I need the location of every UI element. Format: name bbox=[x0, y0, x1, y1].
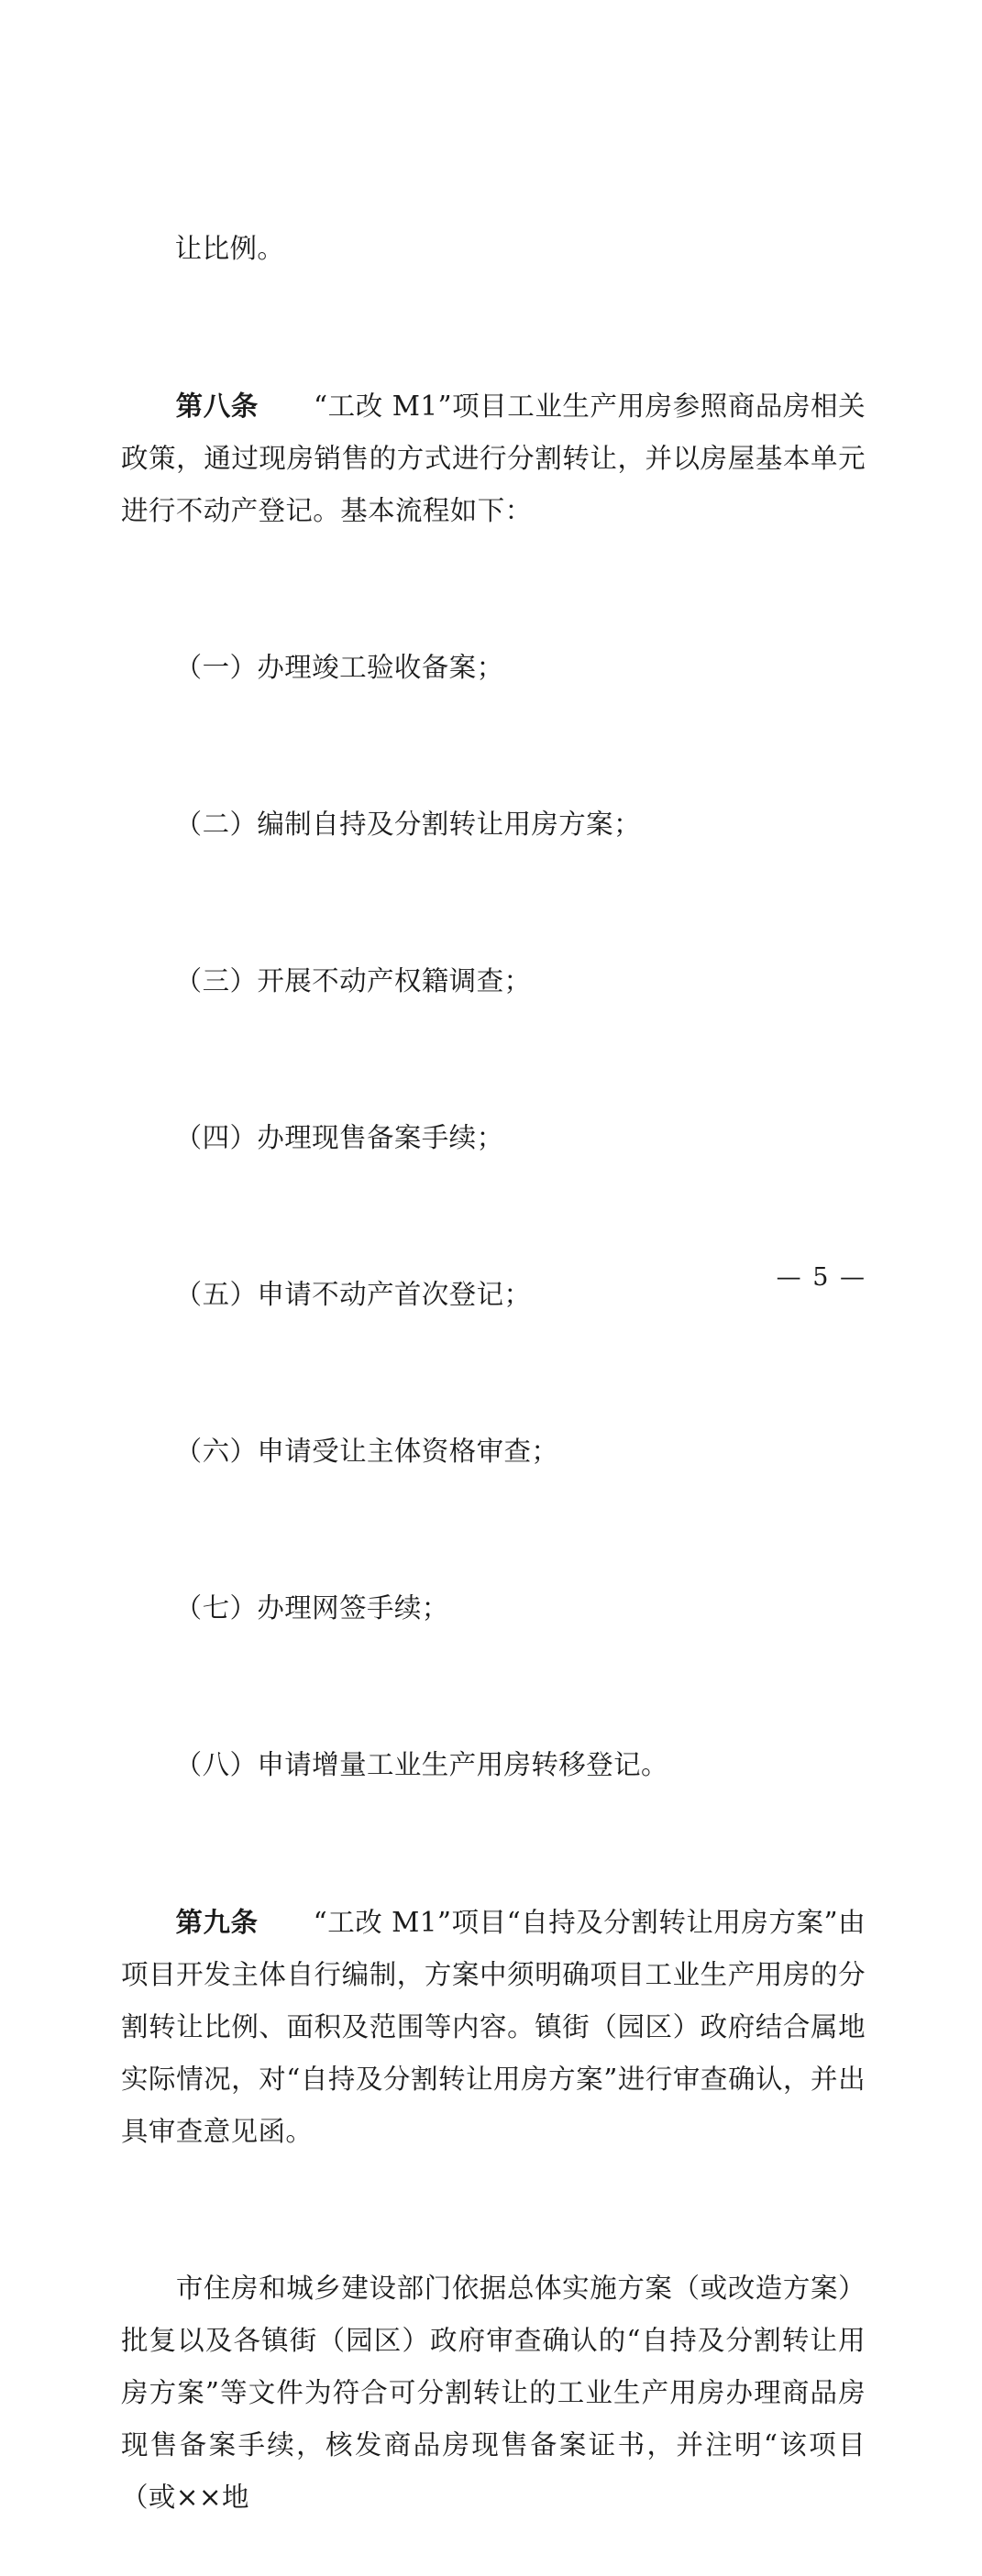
paragraph-article-9-continued bbox=[121, 2210, 866, 2576]
list-item-text: （七）办理网签手续； bbox=[174, 1592, 449, 1624]
paragraph-article-8 bbox=[121, 327, 866, 589]
list-item-text: （二）编制自持及分割转让用房方案； bbox=[174, 809, 641, 840]
article-label-8: 第八条 bbox=[175, 390, 259, 422]
list-item-2 bbox=[121, 746, 866, 903]
list-item-text: （五）申请不动产首次登记； bbox=[174, 1279, 532, 1310]
list-item-text: （三）开展不动产权籍调查； bbox=[174, 965, 532, 996]
paragraph-article-9 bbox=[121, 1844, 866, 2210]
list-item-6 bbox=[121, 1373, 866, 1530]
paragraph-text: 让比例。 bbox=[174, 233, 285, 264]
paragraph-text: “工改 M1”项目“自持及分割转让用房方案”由项目开发主体自行编制，方案中须明确项目工业生产用房的分割转让比例、面积及范围等内容。镇街（园区）政府结合属地实际情况，对“自持及分割转让用房方案”进行审查确认，并出具审查意见函。 bbox=[121, 1907, 866, 2147]
list-item-3 bbox=[121, 903, 866, 1060]
list-item-5 bbox=[121, 1216, 866, 1373]
article-label-9: 第九条 bbox=[175, 1906, 259, 1938]
list-item-4 bbox=[121, 1060, 866, 1216]
list-item-text: （六）申请受让主体资格审查； bbox=[174, 1436, 559, 1467]
paragraph-text: 市住房和城乡建设部门依据总体实施方案（或改造方案）批复以及各镇街（园区）政府审查确认的“自持及分割转让用房方案”等文件为符合可分割转让的工业生产用房办理商品房现售备案手续，核发商品房现售备案证书，并注明“该项目（或××地 bbox=[121, 2273, 866, 2513]
list-item-text: （八）申请增量工业生产用房转移登记。 bbox=[174, 1749, 668, 1780]
list-item-text: （四）办理现售备案手续； bbox=[174, 1122, 504, 1153]
document-body bbox=[121, 171, 866, 2576]
list-item-7 bbox=[121, 1530, 866, 1687]
paragraph-continuation bbox=[121, 171, 866, 327]
list-item-1 bbox=[121, 589, 866, 746]
list-item-text: （一）办理竣工验收备案； bbox=[174, 652, 504, 683]
list-item-8 bbox=[121, 1687, 866, 1844]
paragraph-text: “工改 M1”项目工业生产用房参照商品房相关政策，通过现房销售的方式进行分割转让，并以房屋基本单元进行不动产登记。基本流程如下： bbox=[121, 391, 866, 526]
page-number: — 5 — bbox=[776, 1263, 866, 1292]
